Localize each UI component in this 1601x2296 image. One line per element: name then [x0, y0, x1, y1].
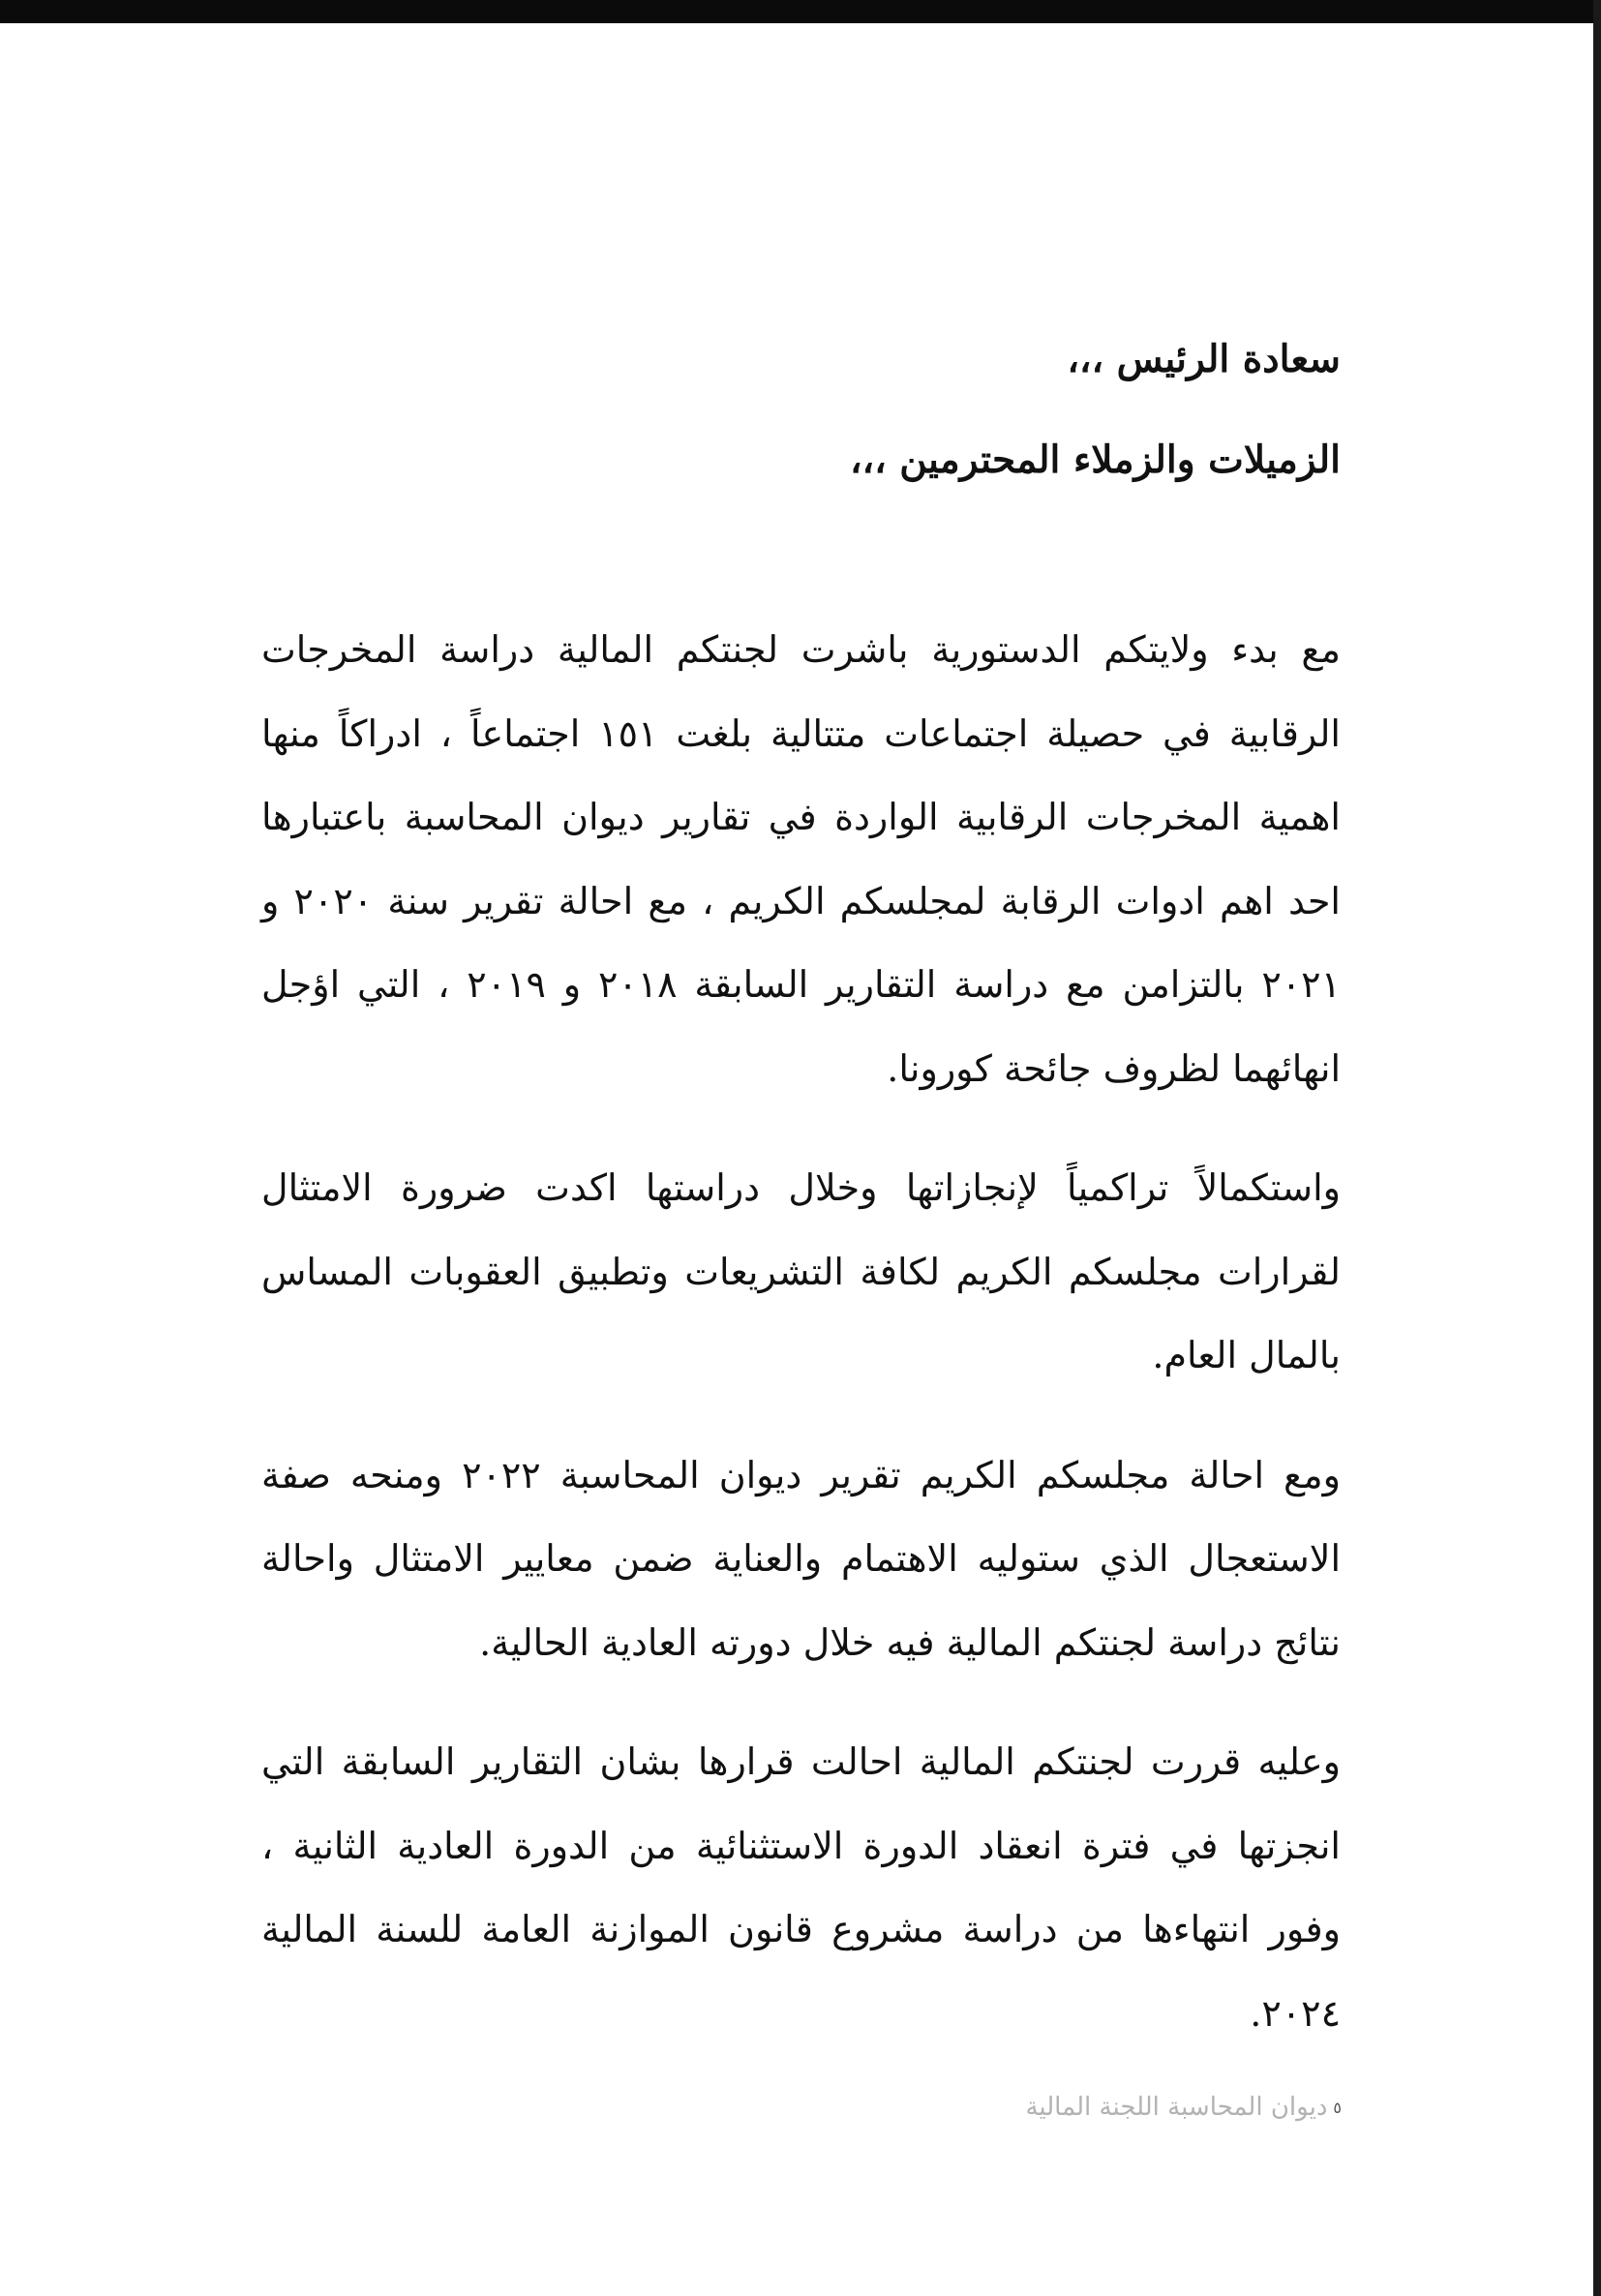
paragraph-4: وعليه قررت لجنتكم المالية احالت قرارها بشان التقارير السابقة التي انجزتها في فترة انعقاد الدورة الاستثنائية من الدورة العادية الثانية ، وفور انتهاءها من دراسة مشروع قانون الموازنة العامة للسنة المالية ٢٠٢٤.	[261, 1740, 1341, 2035]
salutation-colleagues: الزميلات والزملاء المحترمين ،،،	[849, 438, 1341, 482]
paragraph-1: مع بدء ولايتكم الدستورية باشرت لجنتكم المالية دراسة المخرجات الرقابية في حصيلة اجتماعات متتالية بلغت ١٥١ اجتماعاً ، ادراكاً منها اهمية المخرجات الرقابية الواردة في تقارير ديوان المحاسبة باعتبارها احد اهم ادوات الرقابة لمجلسكم الكريم ، مع احالة تقرير سنة ٢٠٢٠ و ٢٠٢١ بالتزامن مع دراسة التقارير السابقة ٢٠١٨ و ٢٠١٩ ، التي اؤجل انهائهما لظروف جائحة كورونا.	[261, 628, 1341, 1090]
paragraph-3: ومع احالة مجلسكم الكريم تقرير ديوان المحاسبة ٢٠٢٢ ومنحه صفة الاستعجال الذي ستوليه الاهتمام والعناية ضمن معايير الامتثال واحالة نتائج دراسة لجنتكم المالية فيه خلال دورته العادية الحالية.	[261, 1453, 1341, 1664]
paragraph-2: واستكمالاً تراكمياً لإنجازاتها وخلال دراستها اكدت ضرورة الامتثال لقرارات مجلسكم الكريم لكافة التشريعات وتطبيق العقوبات المساس بالمال العام.	[261, 1166, 1341, 1376]
letter-body	[261, 334, 1341, 2055]
page-number: ٥	[1333, 2099, 1342, 2117]
page-footer	[1025, 2093, 1342, 2122]
scan-edge-top	[0, 0, 1601, 23]
scan-edge-right	[1593, 0, 1601, 2296]
salutation-chairman: سعادة الرئيس ،،،	[1067, 337, 1341, 381]
footer-text: ديوان المحاسبة اللجنة المالية	[1025, 2093, 1328, 2122]
